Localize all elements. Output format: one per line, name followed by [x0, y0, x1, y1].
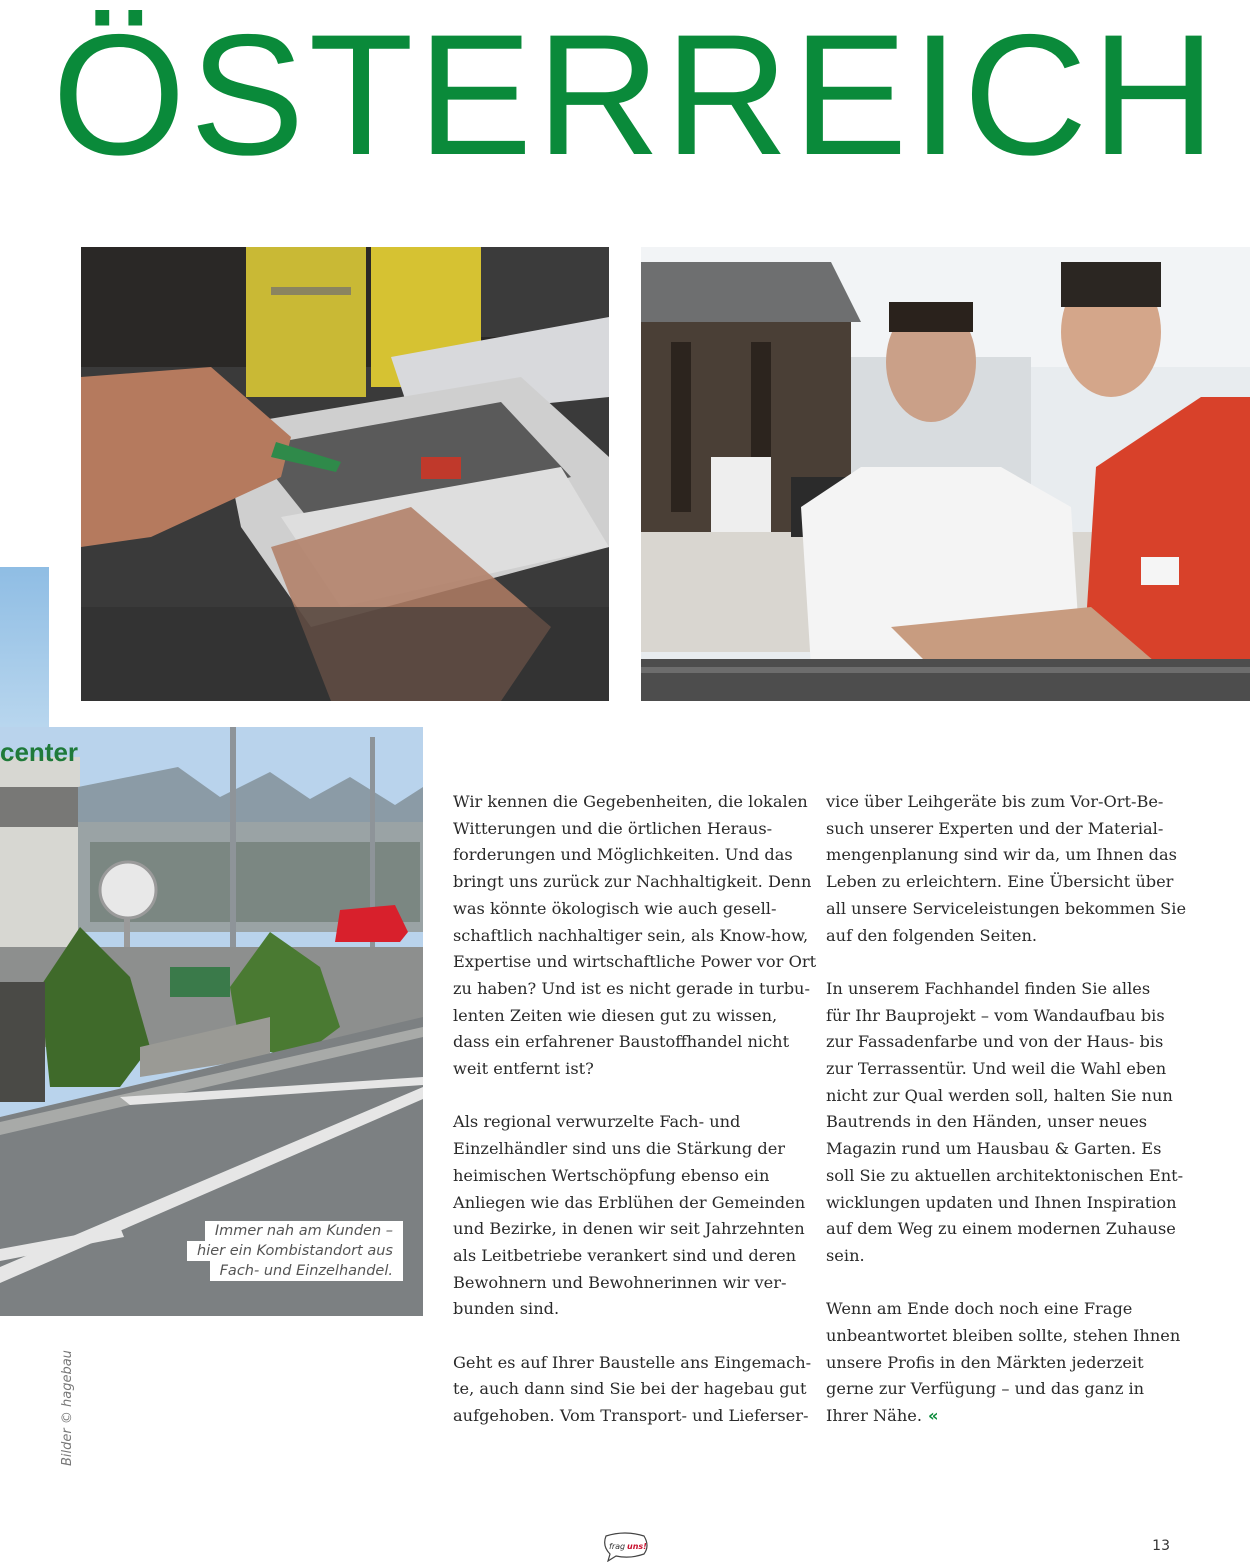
text-line: Bautrends in den Händen, unser neues — [826, 1112, 1148, 1132]
text-line: nicht zur Qual werden soll, halten Sie nun — [826, 1085, 1173, 1105]
svg-text:uns!: uns! — [627, 1542, 647, 1551]
page-number: 13 — [1152, 1538, 1170, 1554]
text-line: und Bezirke, in denen wir seit Jahrzehnten — [453, 1219, 805, 1239]
body-column-left — [453, 789, 817, 1457]
text-line: sein. — [826, 1245, 865, 1265]
text-line: weit entfernt ist? — [453, 1059, 594, 1079]
text-line: wicklungen updaten und Ihnen Inspiration — [826, 1192, 1177, 1212]
paragraph — [453, 789, 817, 1083]
text-line: dass ein erfahrener Baustoffhandel nicht — [453, 1032, 790, 1052]
text-line: lenten Zeiten wie diesen gut zu wissen, — [453, 1005, 778, 1025]
customer-advice-photo — [641, 247, 1250, 701]
photo-sky-edge — [0, 567, 49, 727]
text-line: zur Fassadenfarbe und von der Haus- bis — [826, 1032, 1164, 1052]
text-line: In unserem Fachhandel finden Sie alles — [826, 978, 1151, 998]
text-line: zur Terrassentür. Und weil die Wahl eben — [826, 1059, 1167, 1079]
text-line: Anliegen wie das Erblühen der Gemeinden — [453, 1192, 806, 1212]
text-line-last — [826, 1403, 1206, 1430]
text-line: Leben zu erleichtern. Eine Übersicht über — [826, 872, 1174, 892]
text-line: such unserer Experten und der Material- — [826, 818, 1164, 838]
text-line: Expertise und wirtschaftliche Power vor Ort — [453, 952, 817, 972]
text-line: Witterungen und die örtlichen Heraus- — [453, 818, 773, 838]
text-line: soll Sie zu aktuellen architektonischen Ent- — [826, 1165, 1184, 1185]
text-line: bunden sind. — [453, 1299, 560, 1319]
store-sign-text: center — [0, 737, 79, 767]
photo-caption — [187, 1221, 403, 1291]
caption-line-3: Fach- und Einzelhandel. — [210, 1261, 403, 1281]
body-column-right — [826, 789, 1206, 1457]
text-line: unbeantwortet bleiben sollte, stehen Ihnen — [826, 1326, 1181, 1346]
text-line: bringt uns zurück zur Nachhaltigkeit. Denn — [453, 872, 812, 892]
text-line: für Ihr Bauprojekt – vom Wandaufbau bis — [826, 1005, 1165, 1025]
text-line: was könnte ökologisch wie auch gesell- — [453, 898, 777, 918]
hands-with-brochure-photo — [81, 247, 609, 701]
text-line: schaftlich nachhaltiger sein, als Know-how, — [453, 925, 809, 945]
text-line: Einzelhändler sind uns die Stärkung der — [453, 1139, 786, 1159]
end-mark-icon: « — [928, 1406, 939, 1426]
text-line: mengenplanung sind wir da, um Ihnen das — [826, 845, 1177, 865]
text-line: Ihrer Nähe. — [826, 1406, 922, 1426]
text-line: auf den folgenden Seiten. — [826, 925, 1038, 945]
paragraph — [453, 1350, 813, 1430]
paragraph — [453, 1109, 813, 1323]
svg-text:frag: frag — [609, 1542, 626, 1551]
paragraph — [826, 1296, 1206, 1430]
paragraph — [826, 789, 1206, 949]
text-line: Magazin rund um Hausbau & Garten. Es — [826, 1139, 1162, 1159]
text-line: all unsere Serviceleistungen bekommen Sie — [826, 898, 1187, 918]
photo-credit: Bilder © hagebau — [60, 1350, 75, 1466]
text-line: Geht es auf Ihrer Baustelle ans Eingemach- — [453, 1352, 812, 1372]
text-line: auf dem Weg zu einem modernen Zuhause — [826, 1219, 1176, 1239]
text-line: unsere Profis in den Märkten jederzeit — [826, 1352, 1144, 1372]
text-line: als Leitbetriebe verankert sind und deren — [453, 1245, 797, 1265]
frag-uns-logo — [600, 1532, 650, 1562]
text-line: Wir kennen die Gegebenheiten, die lokalen — [453, 792, 808, 811]
text-line: gerne zur Verfügung – und das ganz in — [826, 1379, 1145, 1399]
text-line: vice über Leihgeräte bis zum Vor-Ort-Be- — [826, 792, 1164, 811]
text-line: Wenn am Ende doch noch eine Frage — [826, 1299, 1133, 1319]
text-line: Als regional verwurzelte Fach- und — [453, 1112, 741, 1132]
text-line: Bewohnern und Bewohnerinnen wir ver- — [453, 1272, 787, 1292]
page-headline: ÖSTERREICH — [52, 0, 1220, 190]
text-line: forderungen und Möglichkeiten. Und das — [453, 845, 793, 865]
paragraph — [826, 976, 1206, 1270]
text-line: te, auch dann sind Sie bei der hagebau gut — [453, 1379, 807, 1399]
text-line: aufgehoben. Vom Transport- und Lieferser- — [453, 1406, 809, 1426]
caption-line-1: Immer nah am Kunden – — [205, 1221, 403, 1241]
text-line: heimischen Wertschöpfung ebenso ein — [453, 1165, 770, 1185]
text-line: zu haben? Und ist es nicht gerade in turbu- — [453, 978, 810, 998]
caption-line-2: hier ein Kombistandort aus — [187, 1241, 403, 1261]
